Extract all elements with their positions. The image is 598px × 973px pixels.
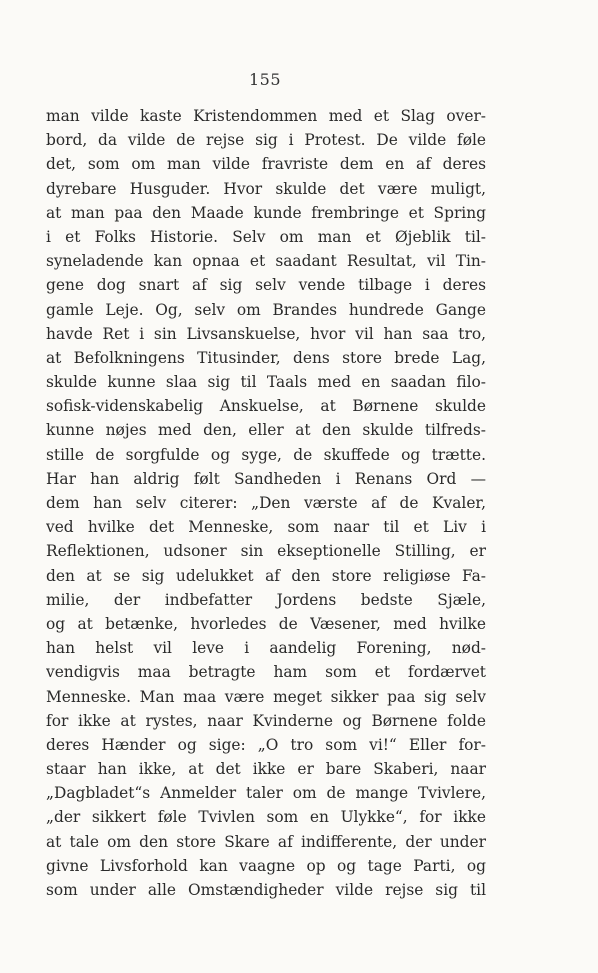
text-line: gene dog snart af sig selv vende tilbage i deres xyxy=(46,276,486,295)
text-line: Reflektionen, udsoner sin ekseptionelle Stilling, er xyxy=(46,542,486,561)
text-line: at Befolkningens Titusinder, dens store brede Lag, xyxy=(46,348,486,367)
text-line: han helst vil leve i aandelig Forening, nød- xyxy=(46,639,486,658)
text-line: „der sikkert føle Tvivlen som en Ulykke“, for ikke xyxy=(46,808,486,827)
text-line: Menneske. Man maa være meget sikker paa sig selv xyxy=(46,687,486,706)
text-line: milie, der indbefatter Jordens bedste Sjæle, xyxy=(46,590,486,609)
text-line: givne Livsforhold kan vaagne op og tage Parti, og xyxy=(46,856,486,875)
text-line: stille de sorgfulde og syge, de skuffede og trætte. xyxy=(46,445,486,464)
text-line: dem han selv citerer: „Den værste af de Kvaler, xyxy=(46,494,486,512)
text-line: gamle Leje. Og, selv om Brandes hundrede Gange xyxy=(46,300,486,319)
text-line: kunne nøjes med den, eller at den skulde tilfreds- xyxy=(46,421,486,440)
text-line: vendigvis maa betragte ham som et fordærvet xyxy=(46,663,486,682)
text-line: deres Hænder og sige: „O tro som vi!“ Eller for- xyxy=(46,735,486,754)
text-line: skulde kunne slaa sig til Taals med en saadan filo- xyxy=(46,373,486,392)
text-line: og at betænke, hvorledes de Væsener, med hvilke xyxy=(46,614,486,633)
body-text xyxy=(46,104,486,902)
text-line: dyrebare Husguder. Hvor skulde det være muligt, xyxy=(46,179,486,198)
text-line: det, som om man vilde fravriste dem en af deres xyxy=(46,155,486,174)
text-line: at man paa den Maade kunde frembringe et Spring xyxy=(46,203,486,222)
text-line: syneladende kan opnaa et saadant Resultat, vil Tin- xyxy=(46,252,486,271)
text-line: den at se sig udelukket af den store religiøse Fa- xyxy=(46,566,486,585)
text-line: som under alle Omstændigheder vilde rejse sig til xyxy=(46,881,486,899)
text-line: i et Folks Historie. Selv om man et Øjeblik til- xyxy=(46,227,486,246)
text-line: at tale om den store Skare af indifferente, der under xyxy=(46,832,486,851)
text-line: staar han ikke, at det ikke er bare Skaberi, naar xyxy=(46,760,486,779)
text-line: sofisk-videnskabelig Anskuelse, at Børnene skulde xyxy=(46,397,486,416)
text-line: „Dagbladet“s Anmelder taler om de mange Tvivlere, xyxy=(46,784,486,803)
text-line: for ikke at rystes, naar Kvinderne og Børnene folde xyxy=(46,711,486,730)
page-number: 155 xyxy=(248,70,282,89)
text-line: havde Ret i sin Livsanskuelse, hvor vil han saa tro, xyxy=(46,324,486,343)
text-line: Har han aldrig følt Sandheden i Renans Ord — xyxy=(46,469,486,488)
text-line: ved hvilke det Menneske, som naar til et Liv i xyxy=(46,518,486,537)
text-line: bord, da vilde de rejse sig i Protest. De vilde føle xyxy=(46,131,486,150)
text-line: man vilde kaste Kristendommen med et Slag over- xyxy=(46,107,486,125)
